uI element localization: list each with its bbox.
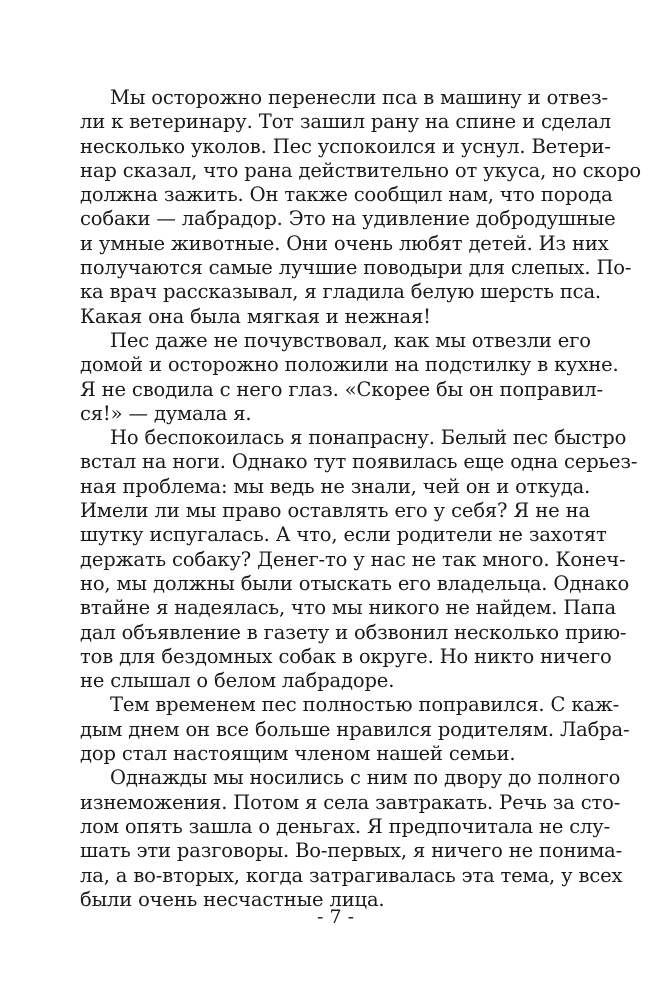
text-line: несколько уколов. Пес успокоился и уснул. Ветери- xyxy=(80,134,611,158)
text-line: но, мы должны были отыскать его владельца. Однако xyxy=(80,571,630,595)
paragraph xyxy=(80,86,641,329)
text-line: и умные животные. Они очень любят детей. Из них xyxy=(80,231,609,255)
text-line: Какая она была мягкая и нежная! xyxy=(80,304,431,328)
page-body xyxy=(80,86,641,912)
text-line: Тем временем пес полностью поправился. С каж- xyxy=(110,693,620,717)
text-line: тов для бездомных собак в округе. Но никто ничего xyxy=(80,644,612,668)
text-line: держать собаку? Денег-то у нас не так много. Конеч- xyxy=(80,547,626,571)
text-line: ся!» — думала я. xyxy=(80,401,252,425)
text-line: нар сказал, что рана действительно от укуса, но скоро xyxy=(80,158,641,182)
paragraph xyxy=(80,328,619,426)
text-line: шутку испугалась. А что, если родители не захотят xyxy=(80,523,607,547)
text-line: были очень несчастные лица. xyxy=(80,887,385,911)
text-line: втайне я надеялась, что мы никого не найдем. Папа xyxy=(80,596,616,620)
text-line: изнеможения. Потом я села завтракать. Речь за сто- xyxy=(80,790,621,814)
text-line: Я не сводила с него глаз. «Скорее бы он поправил- xyxy=(80,377,603,401)
text-line: дор стал настоящим членом нашей семьи. xyxy=(80,742,516,766)
paragraph xyxy=(80,426,638,693)
text-line: шать эти разговоры. Во-первых, я ничего не понима- xyxy=(80,839,623,863)
text-line: ка врач рассказывал, я гладила белую шерсть пса. xyxy=(80,280,601,304)
text-line: ли к ветеринару. Тот зашил рану на спине и сделал xyxy=(80,110,611,134)
paragraph xyxy=(80,766,623,912)
text-line: дым днем он все больше нравился родителям. Лабра- xyxy=(80,717,630,741)
text-line: ная проблема: мы ведь не знали, чей он и откуда. xyxy=(80,474,591,498)
text-line: получаются самые лучшие поводыри для слепых. По- xyxy=(80,256,632,280)
text-line: не слышал о белом лабрадоре. xyxy=(80,669,395,693)
text-line: Имели ли мы право оставлять его у себя? Я не на xyxy=(80,499,590,523)
page-number: - 7 - xyxy=(316,906,354,928)
text-line: дал объявление в газету и обзвонил несколько прию- xyxy=(80,620,627,644)
text-line: Однажды мы носились с ним по двору до полного xyxy=(110,766,621,790)
text-line: Пес даже не почувствовал, как мы отвезли его xyxy=(110,328,591,352)
text-line: встал на ноги. Однако тут появилась еще одна серьез- xyxy=(80,450,638,474)
text-line: собаки — лабрадор. Это на удивление добродушные xyxy=(80,207,616,231)
text-line: Мы осторожно перенесли пса в машину и отвез- xyxy=(110,86,608,109)
text-line: Но беспокоилась я понапрасну. Белый пес быстро xyxy=(110,426,627,450)
paragraph xyxy=(80,693,630,766)
text-line: домой и осторожно положили на подстилку в кухне. xyxy=(80,353,619,377)
text-line: должна зажить. Он также сообщил нам, что порода xyxy=(80,183,613,207)
text-line: лом опять зашла о деньгах. Я предпочитала не слу- xyxy=(80,814,611,838)
text-line: ла, а во-вторых, когда затрагивалась эта тема, у всех xyxy=(80,863,623,887)
